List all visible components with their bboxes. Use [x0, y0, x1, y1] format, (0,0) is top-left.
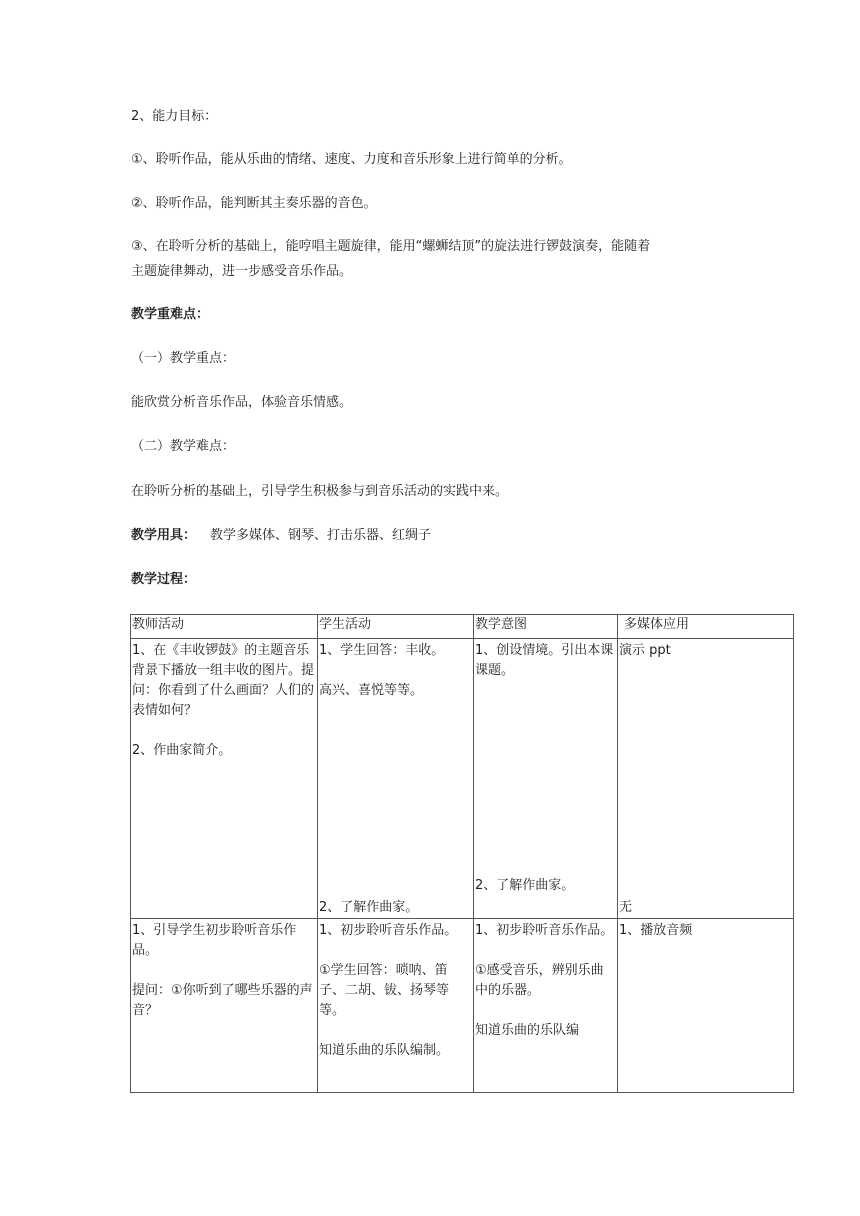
row1-teacher-text-1: 1、在《丰收锣鼓》的主题音乐背景下播放一组丰收的图片。提问：你看到了什么画面？人们的表情如何？ — [132, 643, 315, 718]
tools-line — [131, 526, 431, 546]
difficulty-text: 在聆听分析的基础上，引导学生积极参与到音乐活动的实践中来。 — [131, 484, 509, 499]
row1-student-cell — [318, 639, 474, 919]
header-student-activity: 学生活动 — [318, 615, 474, 639]
key-point-heading: （一）教学重点： — [131, 351, 236, 366]
header-teaching-intent: 教学意图 — [474, 615, 618, 639]
row2-teacher-text-2: 提问：①你听到了哪些乐器的声音？ — [132, 983, 313, 1018]
lesson-process-table — [130, 614, 794, 1093]
row1-student-text-3: 2、了解作曲家。 — [319, 900, 419, 915]
difficulty-heading: （二）教学难点： — [131, 439, 236, 454]
goal-item-2: ②、聆听作品，能判断其主奏乐器的音色。 — [131, 196, 377, 211]
row2-teacher-cell — [131, 919, 318, 1093]
row1-teacher-cell — [131, 639, 318, 919]
row2-teacher-text-1: 1、引导学生初步聆听音乐作品。 — [132, 923, 297, 958]
ability-goal-heading: 2、能力目标： — [131, 109, 218, 124]
row2-student-text-3: 知道乐曲的乐队编制。 — [319, 1043, 450, 1058]
header-teacher-activity: 教师活动 — [131, 615, 318, 639]
row2-intent-text-1: 1、初步聆听音乐作品。 — [475, 923, 614, 938]
row2-media-cell — [618, 919, 794, 1093]
goal-item-3-line2: 主题旋律舞动，进一步感受音乐作品。 — [131, 264, 353, 279]
row1-student-text-2: 高兴、喜悦等等。 — [319, 683, 424, 698]
goal-item-1: ①、聆听作品，能从乐曲的情绪、速度、力度和音乐形象上进行简单的分析。 — [131, 152, 572, 167]
key-difficulty-heading: 教学重难点： — [131, 307, 210, 322]
key-point-text: 能欣赏分析音乐作品，体验音乐情感。 — [131, 395, 353, 410]
process-heading: 教学过程： — [131, 572, 197, 587]
header-multimedia: 多媒体应用 — [618, 615, 794, 639]
table-row — [131, 919, 794, 1093]
row2-intent-text-2: ①感受音乐，辨别乐曲中的乐器。 — [475, 963, 604, 998]
row1-media-text-2: 无 — [619, 900, 633, 915]
row1-intent-cell — [474, 639, 618, 919]
row2-intent-text-3: 知道乐曲的乐队编 — [475, 1023, 580, 1038]
tools-text: 教学多媒体、钢琴、打击乐器、红绸子 — [210, 528, 432, 543]
row2-student-cell — [318, 919, 474, 1093]
row2-media-text-1: 1、播放音频 — [619, 923, 693, 938]
row1-student-text-1: 1、学生回答：丰收。 — [319, 643, 445, 658]
row2-student-text-2: ①学生回答：唢呐、笛子、二胡、钹、扬琴等等。 — [319, 963, 450, 1018]
row2-intent-cell — [474, 919, 618, 1093]
row1-intent-text-2: 2、了解作曲家。 — [475, 878, 575, 893]
row1-intent-text-1: 1、创设情境。引出本课课题。 — [475, 643, 614, 678]
row1-teacher-text-2: 2、作曲家简介。 — [132, 743, 232, 758]
row1-media-text-1: 演示 ppt — [619, 643, 671, 658]
tools-label: 教学用具： — [131, 528, 197, 543]
table-header-row — [131, 615, 794, 639]
row1-media-cell — [618, 639, 794, 919]
table-row — [131, 639, 794, 919]
goal-item-3-line1: ③、在聆听分析的基础上，能哼唱主题旋律，能用“螺蛳结顶”的旋法进行锣鼓演奏，能随着 — [131, 239, 651, 254]
row2-student-text-1: 1、初步聆听音乐作品。 — [319, 923, 458, 938]
